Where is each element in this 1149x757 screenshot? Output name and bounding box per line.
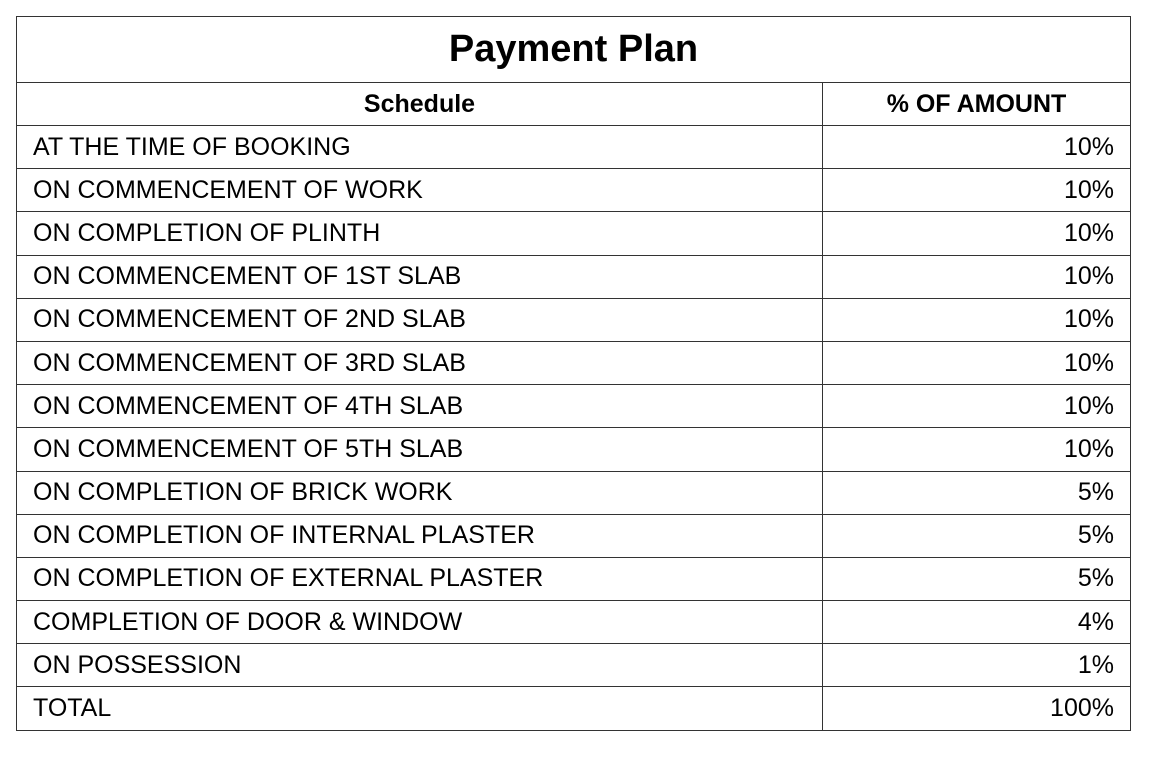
amount-cell: 10% [823, 385, 1131, 428]
table-row [17, 428, 1131, 471]
table-row [17, 557, 1131, 600]
table-row [17, 687, 1131, 730]
schedule-cell: ON COMMENCEMENT OF 4TH SLAB [17, 385, 823, 428]
title-row [17, 17, 1131, 83]
amount-cell: 5% [823, 514, 1131, 557]
schedule-cell: ON COMMENCEMENT OF WORK [17, 169, 823, 212]
table-row [17, 212, 1131, 255]
table-row [17, 601, 1131, 644]
amount-cell: 10% [823, 341, 1131, 384]
table-row [17, 644, 1131, 687]
table-row [17, 385, 1131, 428]
table-row [17, 126, 1131, 169]
amount-cell: 10% [823, 212, 1131, 255]
schedule-cell: AT THE TIME OF BOOKING [17, 126, 823, 169]
table-row [17, 341, 1131, 384]
table-row [17, 471, 1131, 514]
schedule-cell: ON COMPLETION OF BRICK WORK [17, 471, 823, 514]
amount-cell: 5% [823, 471, 1131, 514]
schedule-column-header: Schedule [17, 83, 823, 126]
schedule-cell: ON COMMENCEMENT OF 5TH SLAB [17, 428, 823, 471]
amount-cell: 1% [823, 644, 1131, 687]
schedule-cell: TOTAL [17, 687, 823, 730]
table-row [17, 514, 1131, 557]
table-row [17, 169, 1131, 212]
header-row [17, 83, 1131, 126]
schedule-cell: ON COMPLETION OF INTERNAL PLASTER [17, 514, 823, 557]
amount-cell: 10% [823, 169, 1131, 212]
schedule-cell: ON COMPLETION OF EXTERNAL PLASTER [17, 557, 823, 600]
amount-cell: 4% [823, 601, 1131, 644]
amount-column-header: % OF AMOUNT [823, 83, 1131, 126]
amount-cell: 5% [823, 557, 1131, 600]
amount-cell: 100% [823, 687, 1131, 730]
schedule-cell: ON COMMENCEMENT OF 1ST SLAB [17, 255, 823, 298]
amount-cell: 10% [823, 255, 1131, 298]
payment-plan-table [16, 16, 1131, 731]
table-row [17, 298, 1131, 341]
schedule-cell: ON COMMENCEMENT OF 3RD SLAB [17, 341, 823, 384]
amount-cell: 10% [823, 298, 1131, 341]
table-title: Payment Plan [17, 17, 1131, 83]
schedule-cell: ON POSSESSION [17, 644, 823, 687]
amount-cell: 10% [823, 126, 1131, 169]
table-row [17, 255, 1131, 298]
amount-cell: 10% [823, 428, 1131, 471]
schedule-cell: ON COMPLETION OF PLINTH [17, 212, 823, 255]
schedule-cell: COMPLETION OF DOOR & WINDOW [17, 601, 823, 644]
schedule-cell: ON COMMENCEMENT OF 2ND SLAB [17, 298, 823, 341]
